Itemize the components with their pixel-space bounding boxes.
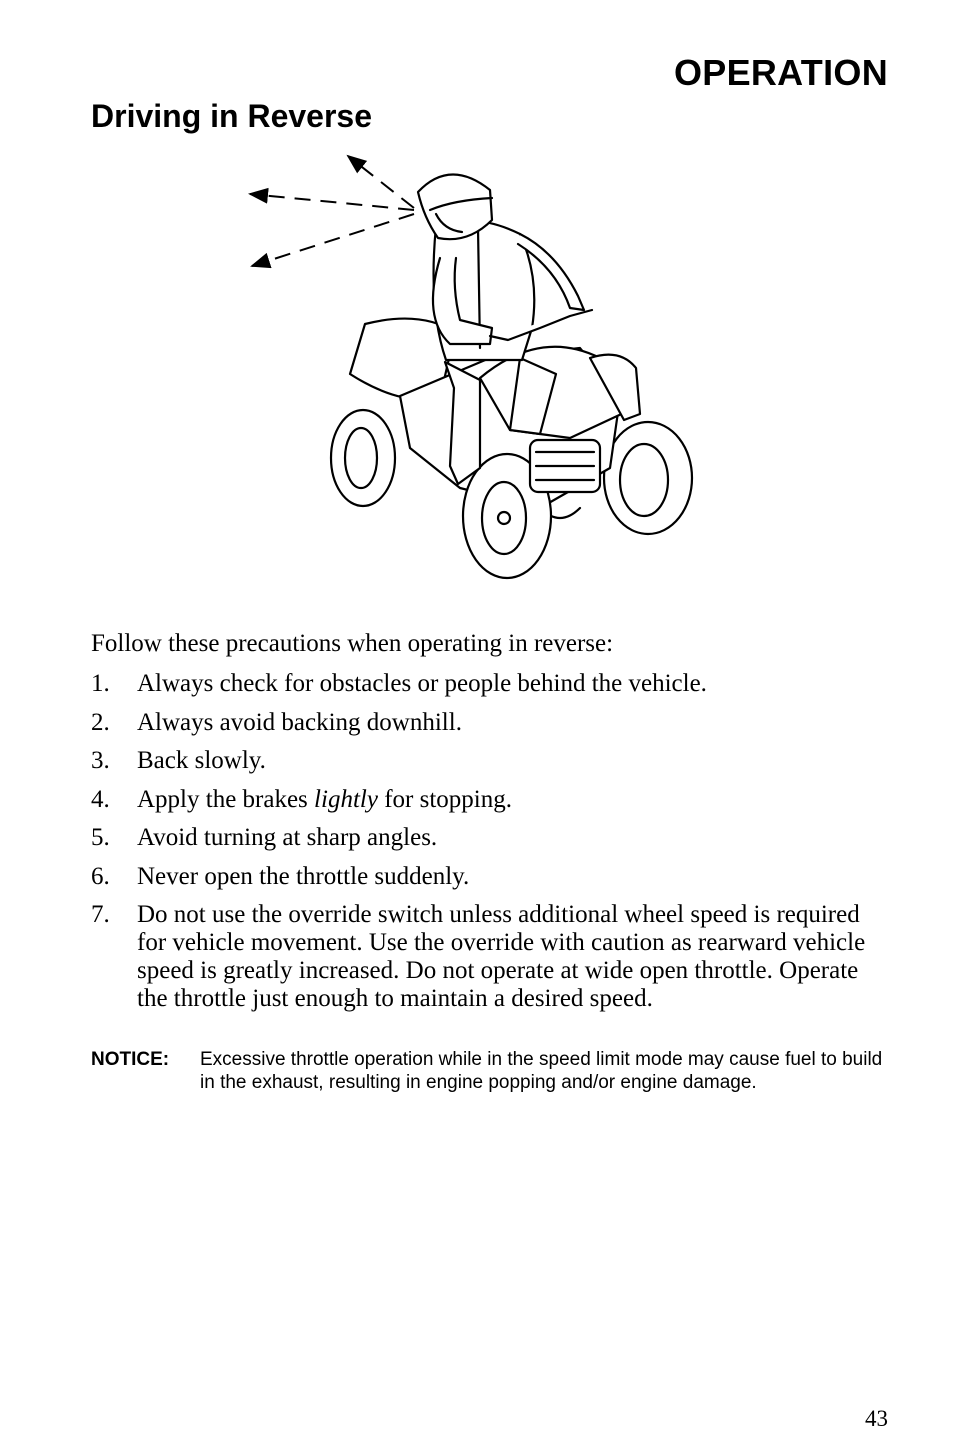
list-item-text-pre: Apply the brakes xyxy=(137,785,315,813)
intro-text: Follow these precautions when operating in reverse: xyxy=(91,630,614,657)
list-item-number: 7. xyxy=(91,901,110,928)
list-item xyxy=(91,901,891,1013)
list-item-text: Always avoid backing downhill. xyxy=(137,708,462,736)
list-item-text: Avoid turning at sharp angles. xyxy=(137,824,438,851)
list-item-number: 1. xyxy=(91,670,110,697)
list-item xyxy=(91,786,891,814)
list-item-number: 3. xyxy=(91,747,110,774)
list-item-number: 5. xyxy=(91,824,110,851)
section-header: OPERATION xyxy=(673,52,888,93)
list-item xyxy=(91,747,891,775)
notice-text: Excessive throttle operation while in the speed limit mode may cause fuel to build in the exhaust, resulting in engine popping and/or engine damage. xyxy=(200,1049,883,1093)
list-item-number: 6. xyxy=(91,862,110,890)
notice-label: NOTICE: xyxy=(91,1049,170,1070)
page-number: 43 xyxy=(865,1406,888,1431)
list-item xyxy=(91,863,891,891)
page-title: Driving in Reverse xyxy=(91,98,372,134)
list-item xyxy=(91,670,891,698)
list-item-text-post: for stopping. xyxy=(377,785,512,813)
list-item-number: 4. xyxy=(91,785,110,813)
list-item xyxy=(91,824,891,852)
atv-rider-reverse-illustration xyxy=(240,148,720,588)
list-item-text: Do not use the override switch unless additional wheel speed is required for vehicle movement. Use the override with caution as rearward vehicle speed is greatly increased. Do not operate at wide open throttle. Operate the throttle just enough to maintain a desired speed. xyxy=(137,901,866,1012)
list-item-number: 2. xyxy=(91,708,110,736)
precaution-list xyxy=(91,670,891,1024)
list-item-text: Never open the throttle suddenly. xyxy=(137,862,470,890)
list-item-text: Back slowly. xyxy=(137,747,266,774)
list-item-text: Always check for obstacles or people behind the vehicle. xyxy=(137,670,707,697)
list-item xyxy=(91,709,891,737)
notice-block xyxy=(91,1048,891,1094)
list-item-emphasis: lightly xyxy=(314,785,378,813)
